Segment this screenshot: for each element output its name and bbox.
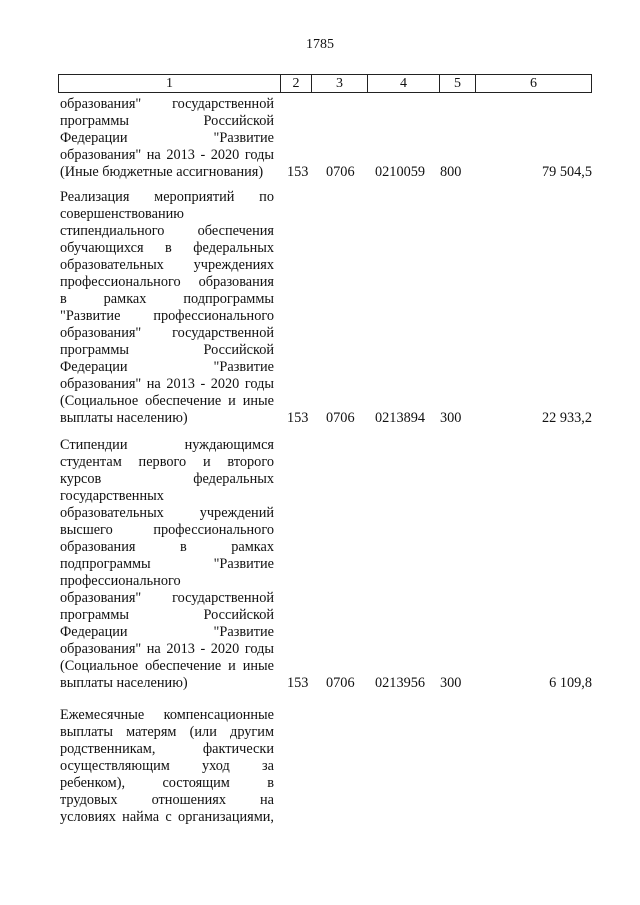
target-code: 0213956 — [375, 675, 426, 691]
expense-type-code: 300 — [440, 410, 462, 426]
target-code: 0210059 — [375, 164, 426, 180]
header-col-2: 2 — [281, 75, 312, 92]
description-line: (Социальное обеспечение и иные — [60, 393, 274, 409]
description-line: профессионального образования — [60, 274, 274, 290]
header-col-6: 6 — [530, 76, 537, 91]
target-code: 0213894 — [375, 410, 426, 426]
description-line: студентам первого и второго — [60, 454, 274, 470]
table-row — [60, 437, 592, 692]
header-col-4: 4 — [368, 75, 440, 92]
row-description — [60, 707, 274, 826]
table-header — [58, 74, 592, 93]
section-code: 0706 — [326, 410, 355, 426]
row-description — [60, 437, 274, 692]
amount-value: 79 504,5 — [541, 164, 592, 180]
description-line: Федерации "Развитие — [60, 624, 274, 640]
description-line: подпрограммы "Развитие — [60, 556, 274, 572]
description-line: выплаты населению) — [60, 675, 188, 691]
header-col-5: 5 — [440, 75, 476, 92]
description-line: (Иные бюджетные ассигнования) — [60, 164, 264, 180]
admin-code: 153 — [287, 675, 309, 691]
description-line: программы Российской — [60, 607, 274, 623]
description-line: образования" государственной — [60, 96, 274, 112]
description-line: выплаты матерям (или другим — [60, 724, 274, 740]
section-code: 0706 — [326, 164, 355, 180]
table-row — [60, 707, 592, 826]
description-line: образовательных учреждениях — [60, 257, 274, 273]
table-row — [60, 189, 592, 427]
row-values — [60, 410, 592, 427]
amount-value: 6 109,8 — [549, 675, 592, 691]
row-values — [60, 675, 592, 692]
description-line: образовательных учреждений — [60, 505, 274, 521]
description-line: программы Российской — [60, 113, 274, 129]
description-line: совершенствованию — [60, 206, 184, 222]
description-line: в рамках подпрограммы — [60, 291, 274, 307]
header-col-1: 1 — [59, 75, 281, 92]
admin-code: 153 — [287, 410, 309, 426]
description-line: образования" государственной — [60, 590, 274, 606]
description-line: Ежемесячные компенсационные — [60, 707, 274, 723]
expense-type-code: 300 — [440, 675, 462, 691]
description-line: образования" на 2013 - 2020 годы — [60, 147, 274, 163]
description-line: Реализация мероприятий по — [60, 189, 274, 205]
description-line: Федерации "Развитие — [60, 130, 274, 146]
description-line: выплаты населению) — [60, 410, 188, 426]
description-line: образования в рамках — [60, 539, 274, 555]
description-line: курсов федеральных — [60, 471, 274, 487]
description-line: родственникам, фактически — [60, 741, 274, 757]
admin-code: 153 — [287, 164, 309, 180]
description-line: ребенком), состоящим в — [60, 775, 274, 791]
description-line: государственных — [60, 488, 164, 504]
description-line: Стипендии нуждающимся — [60, 437, 274, 453]
description-line: трудовых отношениях на — [60, 792, 274, 808]
description-line: образования" на 2013 - 2020 годы — [60, 376, 274, 392]
section-code: 0706 — [326, 675, 355, 691]
description-line: обучающихся в федеральных — [60, 240, 274, 256]
header-col-3: 3 — [312, 75, 368, 92]
description-line: профессионального — [60, 573, 181, 589]
expense-type-code: 800 — [440, 164, 462, 180]
description-line: Федерации "Развитие — [60, 359, 274, 375]
description-line: (Социальное обеспечение и иные — [60, 658, 274, 674]
amount-value: 22 933,2 — [541, 410, 592, 426]
description-line: условиях найма с организациями, — [60, 809, 274, 825]
row-description — [60, 189, 274, 427]
description-line: стипендиального обеспечения — [60, 223, 274, 239]
table-row — [60, 96, 592, 181]
description-line: образования" государственной — [60, 325, 274, 341]
row-values — [60, 164, 592, 181]
description-line: программы Российской — [60, 342, 274, 358]
page-number: 1785 — [306, 37, 334, 52]
description-line: образования" на 2013 - 2020 годы — [60, 641, 274, 657]
description-line: высшего профессионального — [60, 522, 274, 538]
description-line: "Развитие профессионального — [60, 308, 274, 324]
description-line: осуществляющим уход за — [60, 758, 274, 774]
